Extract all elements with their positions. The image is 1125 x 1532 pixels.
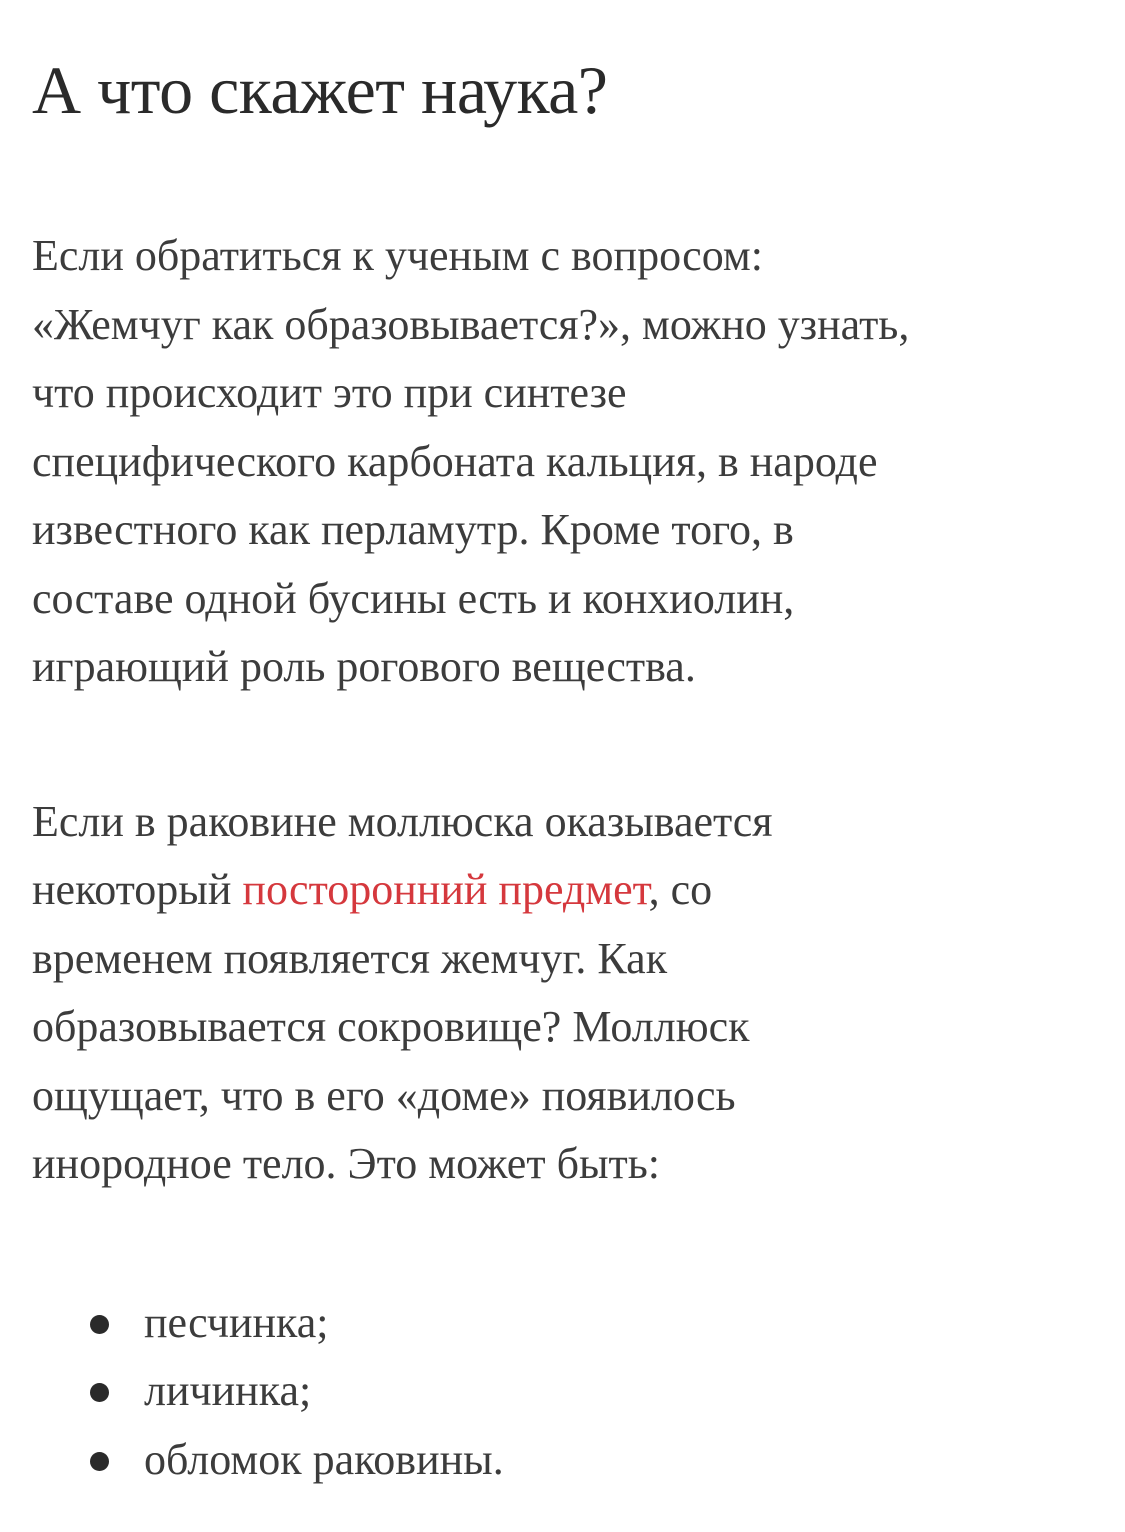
paragraph-line: известного как перламутр. Кроме того, в bbox=[32, 505, 794, 554]
line-text-before-link: некоторый bbox=[32, 865, 243, 914]
paragraph-line: временем появляется жемчуг. Как bbox=[32, 933, 668, 983]
list-item bbox=[32, 1426, 1095, 1495]
paragraph-line: «Жемчуг как образовывается?», можно узнать, bbox=[32, 299, 910, 349]
list-item bbox=[32, 1289, 1095, 1358]
paragraph-formation bbox=[32, 788, 1095, 1199]
foreign-body-list bbox=[32, 1289, 1095, 1495]
section-title: А что скажет наука? bbox=[32, 52, 608, 128]
paragraph-line: образовывается сокровище? Моллюск bbox=[32, 1002, 750, 1051]
list-item-text: личинка; bbox=[144, 1366, 312, 1415]
list-item bbox=[32, 1357, 1095, 1426]
foreign-object-link[interactable]: посторонний предмет bbox=[242, 865, 649, 914]
paragraph-line: инородное тело. Это может быть: bbox=[32, 1139, 661, 1188]
line-text-after-link: , со bbox=[648, 865, 713, 914]
bullet-icon bbox=[90, 1452, 109, 1471]
paragraph-line: составе одной бусины есть и конхиолин, bbox=[32, 573, 795, 623]
bullet-icon bbox=[90, 1383, 109, 1402]
paragraph-line-with-link bbox=[32, 856, 1095, 925]
paragraph-composition bbox=[32, 222, 1095, 702]
list-item-text: песчинка; bbox=[144, 1297, 329, 1347]
bullet-icon bbox=[90, 1315, 109, 1334]
paragraph-line: специфического карбоната кальция, в народе bbox=[32, 436, 878, 486]
paragraph-line: играющий роль рогового вещества. bbox=[32, 642, 696, 691]
list-item-text: обломок раковины. bbox=[144, 1434, 504, 1484]
paragraph-line: ощущает, что в его «доме» появилось bbox=[32, 1070, 736, 1120]
paragraph-line: Если в раковине моллюска оказывается bbox=[32, 796, 773, 846]
paragraph-line: что происходит это при синтезе bbox=[32, 368, 627, 417]
paragraph-line: Если обратиться к ученым с вопросом: bbox=[32, 231, 763, 280]
